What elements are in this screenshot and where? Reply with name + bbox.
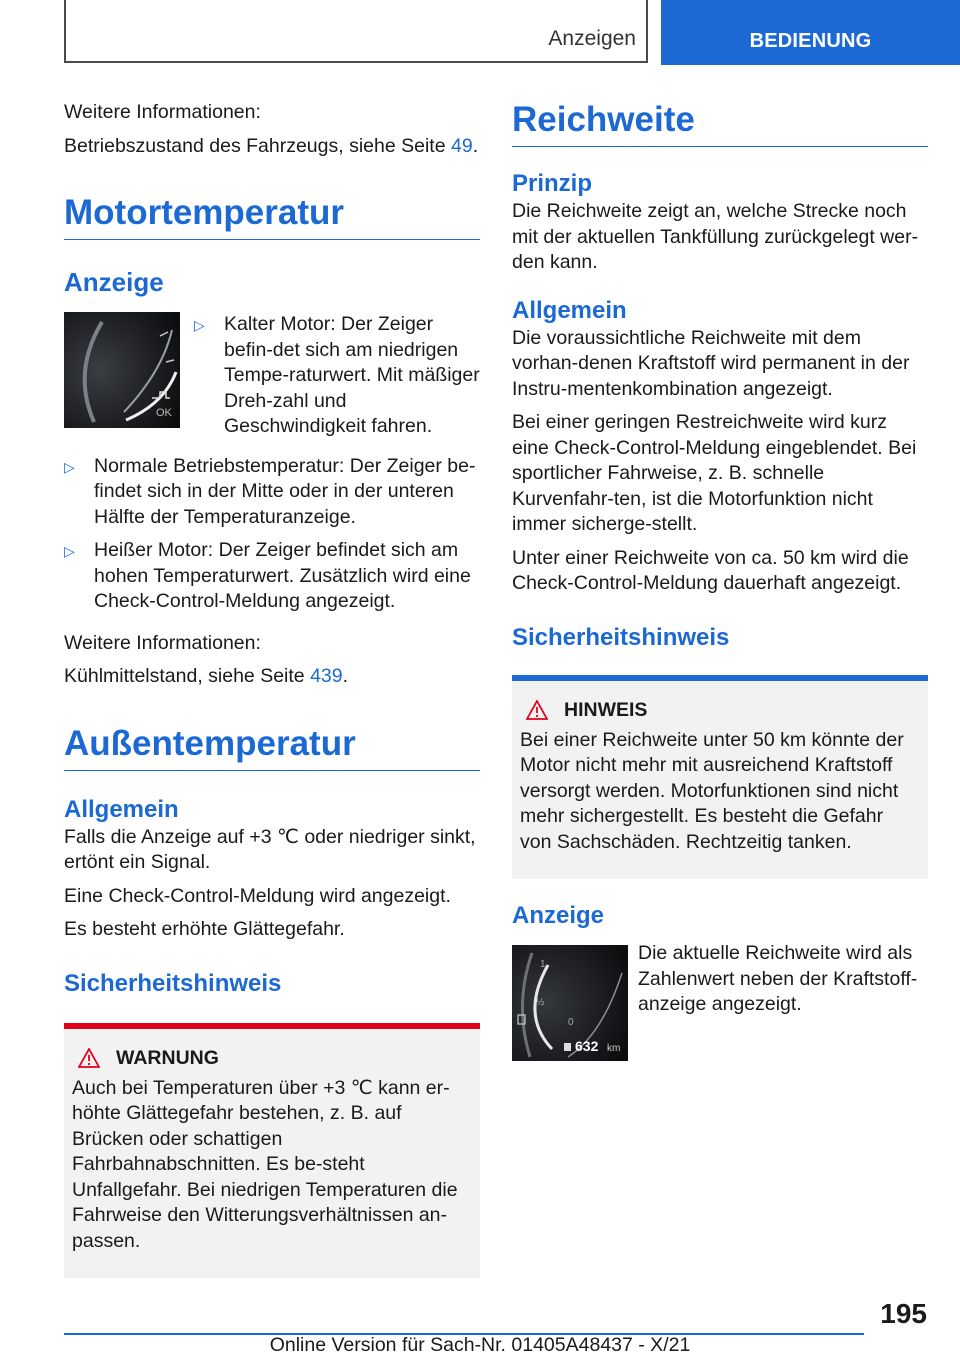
list-item: ▷ Normale Betriebstemperatur: Der Zeiger be-findet sich in der Mitte oder in der unteren Hälfte der Temperaturanzeige. xyxy=(64,454,480,531)
reichweite-safety-heading: Sicherheitshinweis xyxy=(512,623,730,651)
intro-label: Weitere Informationen: xyxy=(64,101,261,123)
fuel-pump-small-icon xyxy=(564,1043,571,1051)
notice-text: Bei einer Reichweite unter 50 km könnte der Motor nicht mehr mit ausreichend Kraftstoff versorgt werden. Motorfunktionen sind nicht mehr sichergestellt. Es besteht die Gefahr von Sachschäden. Rechtzeitig tanken. xyxy=(520,728,904,853)
warning-text: Auch bei Temperaturen über +3 ℃ kann er-höhte Glättegefahr bestehen, z. B. auf Brücken oder schattigen Fahrbahnabschnitten. Es be-steht Unfallgefahr. Bei niedrigen Temperaturen die Fahrweise den Witterungsverhältnissen an-passen. xyxy=(72,1076,458,1252)
left-column xyxy=(64,100,480,1278)
aussentemp-title: Außentemperatur xyxy=(64,724,480,771)
header-chapter-badge: BEDIENUNG xyxy=(661,0,960,65)
reichweite-anzeige-text: Die aktuelle Reichweite wird als Zahlenwert neben der Kraftstoff-anzeige angezeigt. xyxy=(638,942,918,1015)
range-value: 632 xyxy=(575,1038,599,1054)
gauge-tick-mid: ½ xyxy=(536,997,545,1008)
warning-triangle-icon xyxy=(78,1048,100,1068)
fuel-gauge-icon xyxy=(512,945,628,1061)
reichweite-display-block xyxy=(512,942,928,1061)
aussentemp-p3: Es besteht erhöhte Glättegefahr. xyxy=(64,918,345,940)
motortemp-display-block xyxy=(64,312,480,448)
allgemein-p2: Bei einer geringen Restreichweite wird kurz eine Check-Control-Meldung eingeblendet. Bei sportlicher Fahrweise, z. B. schnelle Kurvenfahr-ten, ist die Motorfunktion nicht immer sicherge-stellt. xyxy=(512,411,917,535)
notice-box xyxy=(512,675,928,880)
temperature-gauge-image xyxy=(64,312,180,428)
right-column xyxy=(512,100,928,1061)
range-unit: km xyxy=(607,1043,621,1054)
gauge-ok-label: OK xyxy=(156,407,172,419)
temperature-gauge-icon xyxy=(64,312,180,428)
page-number: 195 xyxy=(880,1298,927,1329)
prinzip-text: Die Reichweite zeigt an, welche Strecke noch mit der aktuellen Tankfüllung zurückgelegt wer-den kann. xyxy=(512,200,919,273)
prinzip-heading: Prinzip xyxy=(512,170,593,197)
notice-triangle-icon xyxy=(526,700,548,720)
motortemp-info-label: Weitere Informationen: xyxy=(64,631,261,654)
gauge-tick-top: 1 xyxy=(540,959,546,970)
page-link-439[interactable]: 439 xyxy=(310,665,343,687)
warning-title: WARNUNG xyxy=(116,1046,219,1069)
header-section-title: Anzeigen xyxy=(548,27,636,50)
allgemein-p3: Unter einer Reichweite von ca. 50 km wird die Check-Control-Meldung dauerhaft angezeigt. xyxy=(512,546,909,594)
intro-text: Betriebszustand des Fahrzeugs, siehe Seite 49. xyxy=(64,134,479,157)
notice-title: HINWEIS xyxy=(564,698,648,721)
gauge-tick-bottom: 0 xyxy=(568,1017,574,1028)
aussentemp-allgemein-heading: Allgemein xyxy=(64,795,179,823)
page-link-49[interactable]: 49 xyxy=(450,134,473,157)
motortemp-title: Motortemperatur xyxy=(64,193,480,240)
aussentemp-safety-heading: Sicherheitshinweis xyxy=(64,969,282,997)
motortemp-info-text: Kühlmittelstand, siehe Seite 439. xyxy=(64,665,349,687)
allgemein-heading: Allgemein xyxy=(512,296,627,324)
triangle-bullet-icon: ▷ xyxy=(194,317,205,333)
footer-text: Online Version für Sach-Nr. 01405A48437 - X/21 xyxy=(269,1334,691,1356)
triangle-bullet-icon: ▷ xyxy=(64,543,75,559)
reichweite-anzeige-heading: Anzeige xyxy=(512,902,605,929)
warning-box xyxy=(64,1023,480,1279)
motortemp-anzeige-heading: Anzeige xyxy=(64,267,164,297)
list-item: ▷ Heißer Motor: Der Zeiger befindet sich am hohen Temperaturwert. Zusätzlich wird eine Check-Control-Meldung angezeigt. xyxy=(64,538,480,615)
list-item: ▷ Kalter Motor: Der Zeiger befin-det sich am niedrigen Tempe-raturwert. Mit mäßiger Dreh-zahl und Geschwindigkeit fahren. xyxy=(194,312,480,440)
fuel-gauge-image xyxy=(512,945,628,1061)
allgemein-p1: Die voraussichtliche Reichweite mit dem vorhan-denen Kraftstoff wird permanent in der Instru-mentenkombination angezeigt. xyxy=(512,326,910,400)
reichweite-title: Reichweite xyxy=(512,100,928,147)
aussentemp-p2: Eine Check-Control-Meldung wird angezeigt. xyxy=(64,884,451,907)
triangle-bullet-icon: ▷ xyxy=(64,458,75,475)
aussentemp-p1: Falls die Anzeige auf +3 ℃ oder niedriger sinkt, ertönt ein Signal. xyxy=(64,825,476,873)
